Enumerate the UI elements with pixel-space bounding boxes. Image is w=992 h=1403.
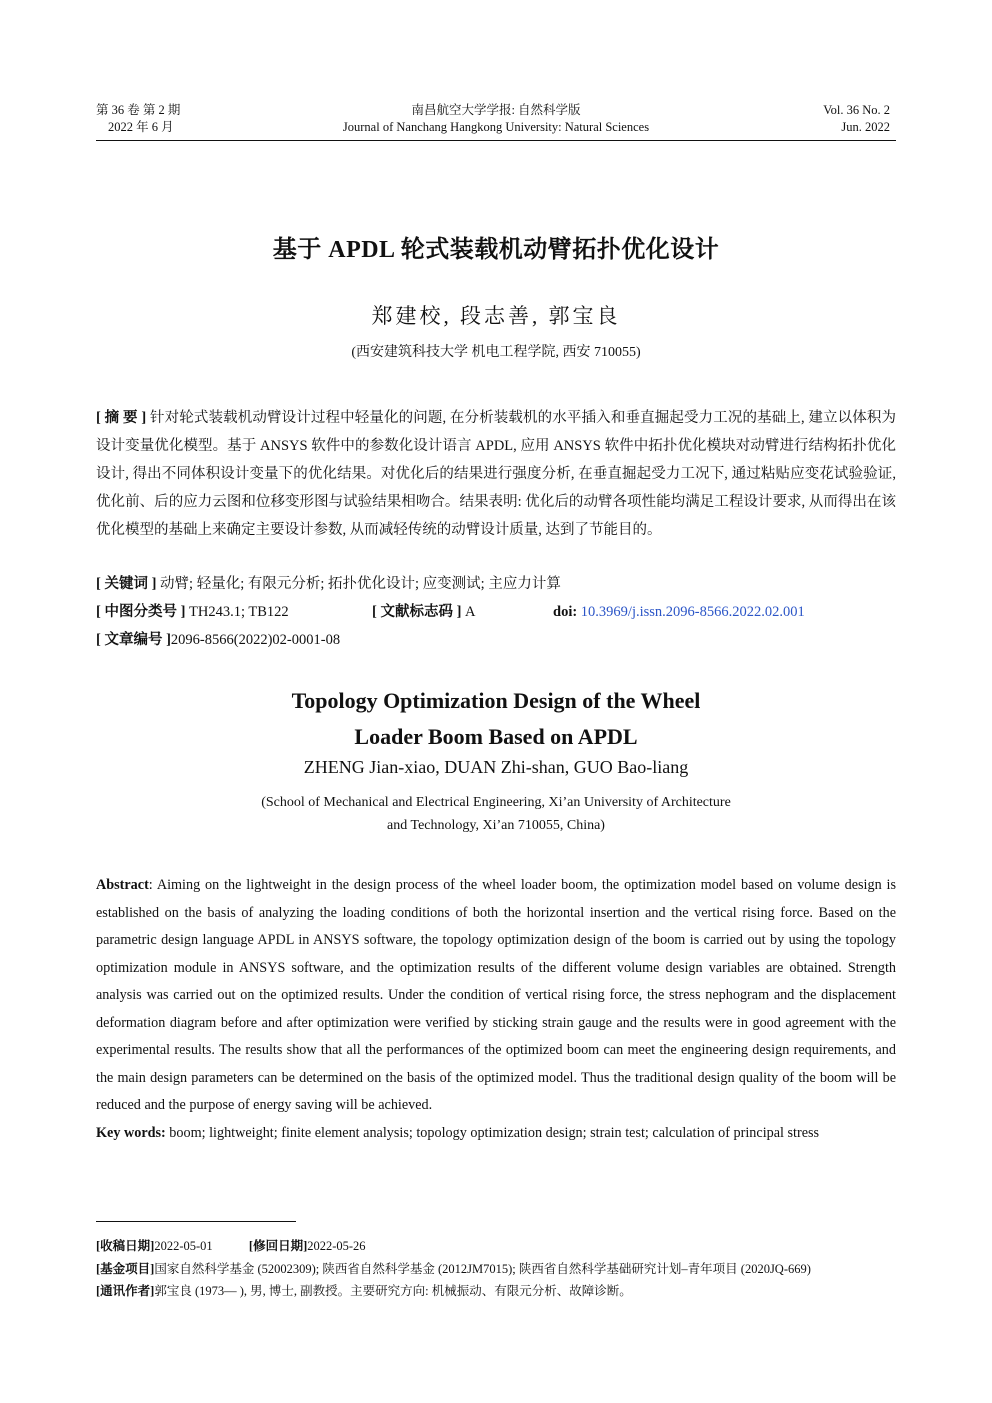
corresponding-author-label: [通讯作者] xyxy=(96,1284,155,1298)
paper-title-en xyxy=(96,683,896,755)
funding-text: 国家自然科学基金 (52002309); 陕西省自然科学基金 (2012JM7015); 陕西省自然科学基础研究计划–青年项目 (2020JQ-669) xyxy=(154,1262,811,1276)
abstract-en-label: Abstract xyxy=(96,877,149,893)
corresponding-author-text: 郭宝良 (1973— ), 男, 博士, 副教授。主要研究方向: 机械振动、有限元分析、故障诊断。 xyxy=(154,1284,632,1298)
affiliation-en-line1: (School of Mechanical and Electrical Engineering, Xi’an University of Architecture xyxy=(261,795,731,810)
abstract-en: Abstract: Aiming on the lightweight in the design process of the wheel loader boom, the optimization model based on volume design is established on the basis of analyzing the loading conditions of both the horizontal insertion and the vertical rising force. Based on the parametric design language APDL in ANSYS software, the topology optimization design of the boom is carried out by using the topology optimization module in ANSYS software, and the optimization results of the different volume design variables are obtained. Strength analysis was carried out on the optimized results. Under the condition of vertical rising force, the stress nephogram and the displacement deformation diagram before and after optimization were verified by sticking strain gauge and the results were in good agreement with the experimental results. The results show that all the performances of the optimized boom can meet the engineering design requirements, and the main design parameters can be determined on the basis of the optimized model. Thus the traditional design quality of the boom will be reduced and the purpose of energy saving will be achieved. xyxy=(96,877,896,1113)
footnote-rule xyxy=(96,1221,296,1222)
volume-issue-en: Vol. 36 No. 2 xyxy=(823,103,890,117)
journal-name-cn: 南昌航空大学学报: 自然科学版 xyxy=(411,103,581,117)
document-code-field xyxy=(372,601,476,623)
document-code-label: [ 文献标志码 ] xyxy=(372,604,462,620)
received-date: 2022-05-01 xyxy=(154,1239,213,1253)
revised-date: 2022-05-26 xyxy=(307,1239,366,1253)
abstract-cn-label: [ 摘 要 ] xyxy=(96,410,147,426)
paper-title-en-line2: Loader Boom Based on APDL xyxy=(354,724,638,749)
affiliation-en-line2: and Technology, Xi’an 710055, China) xyxy=(387,818,605,833)
doi-link[interactable]: 10.3969/j.issn.2096-8566.2022.02.001 xyxy=(580,604,805,620)
paper-title-cn: 基于 APDL 轮式装载机动臂拓扑优化设计 xyxy=(272,237,720,263)
keywords-cn-label: [ 关键词 ] xyxy=(96,576,157,592)
authors-en: ZHENG Jian-xiao, DUAN Zhi-shan, GUO Bao-liang xyxy=(303,757,689,777)
classification-row xyxy=(96,601,896,623)
authors-cn: 郑建校, 段志善, 郭宝良 xyxy=(371,304,621,328)
received-label: [收稿日期] xyxy=(96,1239,155,1253)
paper-title-en-line1: Topology Optimization Design of the Wheel xyxy=(291,688,701,713)
abstract-en-text: Aiming on the lightweight in the design process of the wheel loader boom, the optimization model based on volume design is established on the basis of analyzing the loading conditions of both the horizontal insertion and the vertical rising force. Based on the parametric design language APDL in ANSYS software, the topology optimization design of the boom is carried out by using the topology optimization module in ANSYS software, and the optimization results of the different volume design variables are obtained. Strength analysis was carried out on the optimized results. Under the condition of vertical rising force, the stress nephogram and the displacement deformation diagram before and after optimization were verified by sticking strain gauge and the results were in good agreement with the experimental results. The results show that all the performances of the optimized boom can meet the engineering design requirements, and the main design parameters can be determined on the basis of the optimized model. Thus the traditional design quality of the boom will be reduced and the purpose of energy saving will be achieved. xyxy=(96,877,896,1113)
volume-issue: 第 36 卷 第 2 期 xyxy=(96,103,181,117)
footnote-funding xyxy=(96,1258,896,1280)
running-header-volume-en xyxy=(750,102,890,136)
affiliation-en xyxy=(96,791,896,837)
clc-value: TH243.1; TB122 xyxy=(189,604,289,620)
abstract-cn-text: 针对轮式装载机动臂设计过程中轻量化的问题, 在分析装载机的水平插入和垂直掘起受力工况的基础上, 建立以体积为设计变量优化模型。基于 ANSYS 软件中的参数化设计语言 APDL, 应用 ANSYS 软件中拓扑优化模块对动臂进行结构拓扑优化设计, 得出不同体积设计变量下的优化结果。对优化后的结果进行强度分析, 在垂直掘起受力工况下, 通过粘贴应变花试验验证, 优化前、后的应力云图和位移变形图与试验结果相吻合。结果表明: 优化后的动臂各项性能均满足工程设计要求, 从而得出在该优化模型的基础上来确定主要设计参数, 从而减轻传统的动臂设计质量, 达到了节能目的。 xyxy=(96,410,897,538)
footnote-dates xyxy=(96,1235,896,1257)
clc-label: [ 中图分类号 ] xyxy=(96,604,186,620)
doi-field xyxy=(553,601,805,623)
header-rule xyxy=(96,140,896,141)
abstract-cn xyxy=(96,404,896,544)
funding-label: [基金项目] xyxy=(96,1262,155,1276)
document-code-value: A xyxy=(465,604,476,620)
article-number-value: 2096-8566(2022)02-0001-08 xyxy=(170,632,341,648)
article-number xyxy=(96,629,896,651)
keywords-en xyxy=(96,1122,896,1144)
keywords-cn-text: 动臂; 轻量化; 有限元分析; 拓扑优化设计; 应变测试; 主应力计算 xyxy=(160,576,561,592)
keywords-cn xyxy=(96,573,896,595)
running-header-journal xyxy=(250,102,742,136)
publication-date: 2022 年 6 月 xyxy=(108,120,174,134)
publication-date-en: Jun. 2022 xyxy=(841,120,890,134)
clc-field xyxy=(96,601,289,623)
keywords-en-text: boom; lightweight; finite element analysis; topology optimization design; strain test; calculation of principal stress xyxy=(169,1125,820,1141)
keywords-en-label: Key words: xyxy=(96,1125,166,1141)
journal-name-en: Journal of Nanchang Hangkong University: Natural Sciences xyxy=(342,120,650,134)
running-header-volume xyxy=(96,102,236,136)
affiliation-cn: (西安建筑科技大学 机电工程学院, 西安 710055) xyxy=(351,345,641,360)
footnote-corresponding-author xyxy=(96,1280,896,1302)
article-number-label: [ 文章编号 ] xyxy=(96,632,171,648)
revised-label: [修回日期] xyxy=(248,1239,308,1253)
doi-label: doi: xyxy=(553,604,578,620)
